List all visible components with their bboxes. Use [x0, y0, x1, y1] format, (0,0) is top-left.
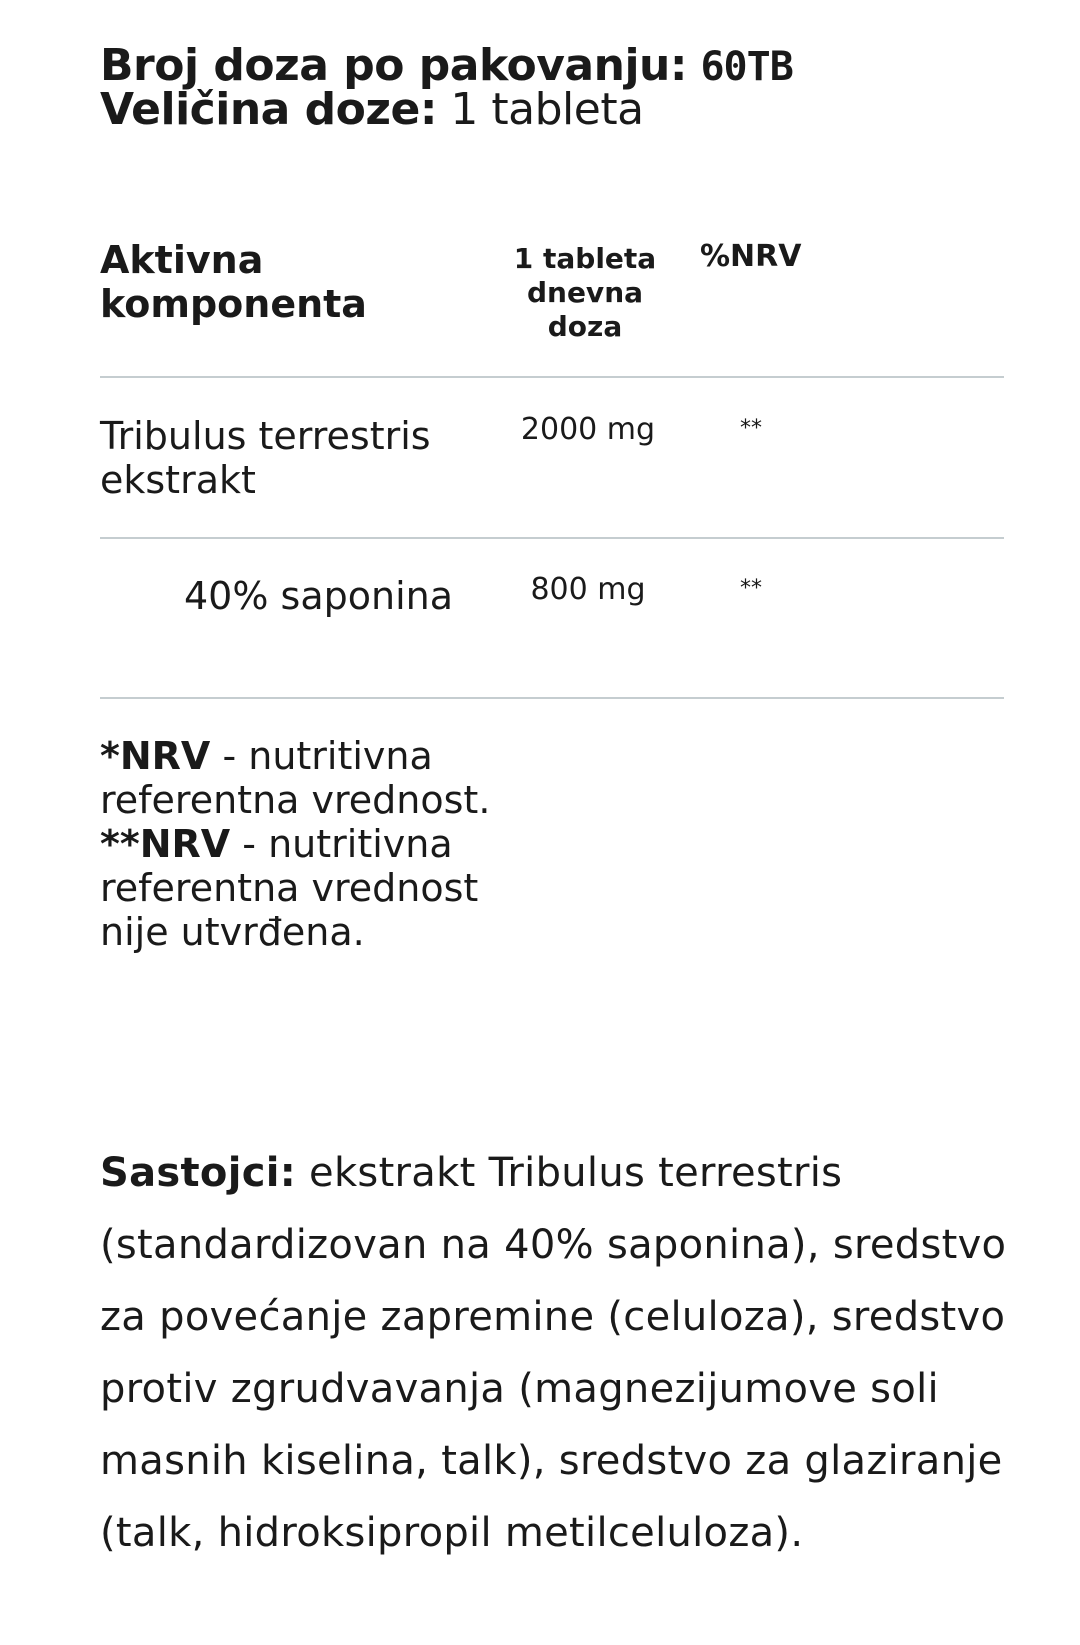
column-header-nrv: %NRV: [700, 239, 802, 274]
footnote-2-text: - nutritivna referentna vrednost nije utvrđena.: [100, 822, 479, 954]
footnote-1-mark: *NRV: [100, 734, 211, 778]
row-2-component: [100, 574, 500, 618]
column-header-component: Aktivna komponenta: [100, 238, 367, 326]
footnote-2-mark: **NRV: [100, 822, 231, 866]
doses-per-package-label: Broj doza po pakovanju:: [100, 40, 687, 91]
dose-size-value: 1 tableta: [450, 84, 644, 135]
ingredients-paragraph: [100, 1137, 1030, 1569]
row-1-nrv: **: [740, 416, 762, 441]
footnote-1: [100, 734, 520, 822]
ingredients-label: Sastojci:: [100, 1150, 297, 1196]
column-header-daily-dose: 1 tableta dnevna doza: [513, 242, 657, 343]
doses-per-package-value: 60TB: [700, 44, 793, 90]
row-2-dose: 800 mg: [530, 572, 646, 607]
footnote-1-text: - nutritivna referentna vrednost.: [100, 734, 491, 822]
ingredients-text: ekstrakt Tribulus terrestris (standardizovan na 40% saponina), sredstvo za povećanje zapremine (celuloza), sredstvo protiv zgrudvavanja (magnezijumove soli masnih kiselina, talk), sredstvo za glaziranje (talk, hidroksipropil metilceluloza).: [100, 1150, 1007, 1556]
table-divider: [100, 537, 1004, 539]
table-divider: [100, 376, 1004, 378]
nrv-footnotes: [100, 734, 520, 954]
dose-size-label: Veličina doze:: [100, 84, 437, 135]
row-2-nrv: **: [740, 576, 762, 601]
dose-size-line: [100, 86, 644, 134]
row-2-component-text: 40% saponina: [184, 574, 454, 618]
row-1-dose: 2000 mg: [520, 412, 656, 447]
table-divider: [100, 697, 1004, 699]
footnote-2: [100, 822, 520, 954]
row-1-component: Tribulus terrestris ekstrakt: [100, 414, 431, 502]
